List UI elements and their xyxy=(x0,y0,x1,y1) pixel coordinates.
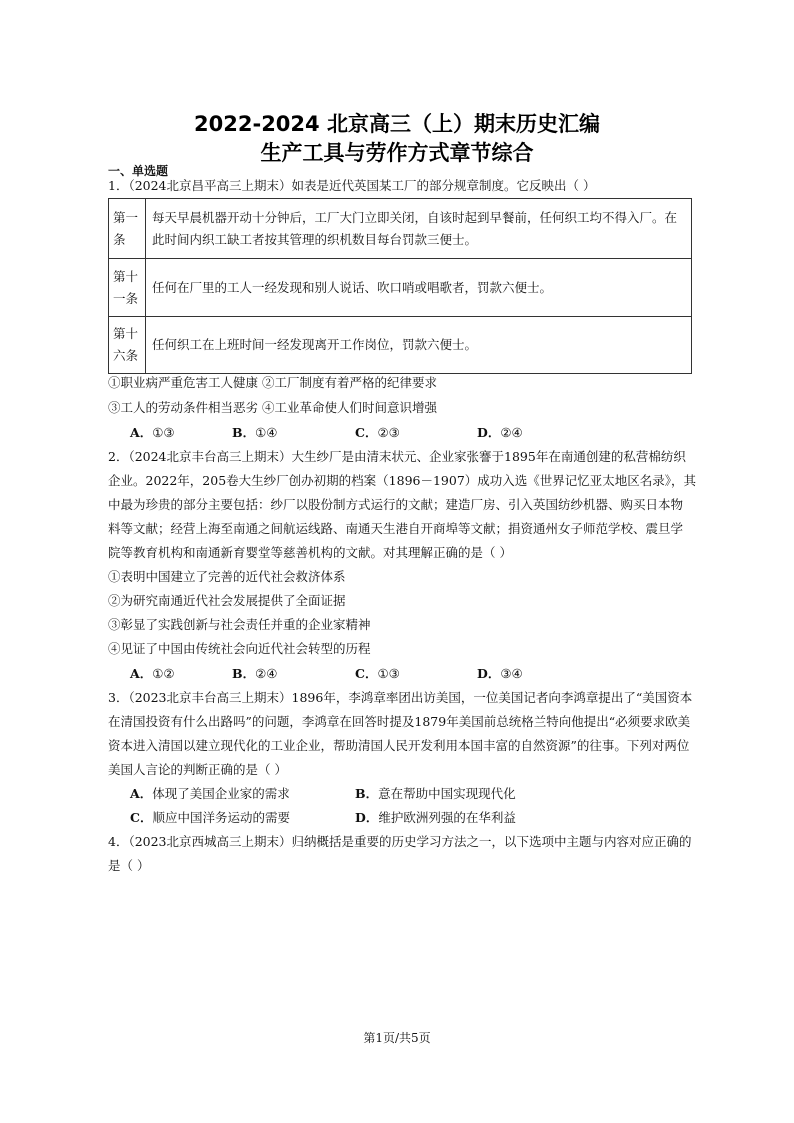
option-letter: D． xyxy=(477,425,501,440)
option-letter: D． xyxy=(355,810,379,825)
option-letter: A． xyxy=(130,425,153,440)
rule-key-line: 第十 xyxy=(113,268,139,284)
option[interactable] xyxy=(130,666,175,682)
option-text: ③④ xyxy=(500,666,523,681)
option[interactable] xyxy=(232,666,278,682)
q2-line: 2．（2024北京丰台高三上期末）大生纱厂是由清末状元、企业家张謇于1895年在南通创建的私营棉纺织 xyxy=(108,449,686,464)
option-text: 顺应中国洋务运动的需要 xyxy=(152,810,290,825)
option[interactable] xyxy=(477,425,523,441)
option[interactable] xyxy=(355,666,400,682)
option-letter: C． xyxy=(355,425,378,440)
option-text: ②③ xyxy=(377,425,400,440)
option-text: 体现了美国企业家的需求 xyxy=(152,786,290,801)
rule-text xyxy=(146,317,692,374)
option-letter: B． xyxy=(232,425,256,440)
option-letter: C． xyxy=(130,810,153,825)
q2-statement: ①表明中国建立了完善的近代社会救济体系 xyxy=(108,569,346,584)
rule-text-line: 任何在厂里的工人一经发现和别人说话、吹口哨或唱歌者，罚款六便士。 xyxy=(152,279,553,295)
q2-line: 院等教育机构和南通新育婴堂等慈善机构的文献。对其理解正确的是（ ） xyxy=(108,545,512,560)
q2-statement: ③彰显了实践创新与社会责任并重的企业家精神 xyxy=(108,617,371,632)
q2-statement: ②为研究南通近代社会发展提供了全面证据 xyxy=(108,593,346,608)
option[interactable] xyxy=(130,425,175,441)
rule-key xyxy=(109,317,146,374)
rule-text-line: 任何织工在上班时间一经发现离开工作岗位，罚款六便士。 xyxy=(152,337,478,352)
option[interactable] xyxy=(477,666,523,682)
rule-text xyxy=(146,259,692,317)
rule-key-line: 条 xyxy=(113,231,126,247)
option-text: ①③ xyxy=(377,666,400,681)
page-number: 第1页/共5页 xyxy=(363,1031,431,1045)
q2-statement: ④见证了中国由传统社会向近代社会转型的历程 xyxy=(108,641,371,656)
option-letter: D． xyxy=(477,666,501,681)
q2-line: 中最为珍贵的部分主要包括：纱厂以股份制方式运行的文献；建造厂房、引入英国纺纱机器、购买日本物 xyxy=(108,497,684,512)
q1-statement: ①职业病严重危害工人健康 ②工厂制度有着严格的纪律要求 xyxy=(108,375,437,390)
rule-text-line: 此时间内织工缺工者按其管理的织机数目每台罚款三便士。 xyxy=(152,231,478,247)
rule-key-line: 第十 xyxy=(113,326,139,341)
rule-text-line: 每天早晨机器开动十分钟后，工厂大门立即关闭，自该时起到早餐前，任何织工均不得入厂。在 xyxy=(152,209,678,225)
option[interactable] xyxy=(355,786,516,802)
option-text: ①② xyxy=(152,666,175,681)
section-label: 一、单选题 xyxy=(108,164,169,178)
q3-line: 3．（2023北京丰台高三上期末）1896年，李鸿章率团出访美国，一位美国记者向李鸿章提出了“美国资本 xyxy=(108,690,693,705)
option-text: ①④ xyxy=(255,425,278,440)
rules-table xyxy=(108,198,692,374)
option-text: ①③ xyxy=(152,425,175,440)
option[interactable] xyxy=(130,786,290,802)
q4-line: 4．（2023北京西城高三上期末）归纳概括是重要的历史学习方法之一，以下选项中主题与内容对应正确的 xyxy=(108,834,692,849)
rule-key-line: 六条 xyxy=(113,348,139,363)
rule-key-line: 第一 xyxy=(113,209,139,225)
page-title-line2: 生产工具与劳作方式章节综合 xyxy=(260,141,534,165)
q3-line: 资本进入清国以建立现代化的工业企业，帮助清国人民开发利用本国丰富的自然资源”的往事。下列对两位 xyxy=(108,738,690,753)
option-text: ②④ xyxy=(255,666,278,681)
table-row xyxy=(109,317,692,374)
q2-line: 料等文献；经营上海至南通之间航运线路、南通天生港自开商埠等文献；捐资通州女子师范学校、震旦学 xyxy=(108,521,684,536)
option-letter: A． xyxy=(130,666,153,681)
table-row xyxy=(109,199,692,259)
option-text: 维护欧洲列强的在华利益 xyxy=(378,810,516,825)
q3-line: 在清国投资有什么出路吗”的问题，李鸿章在回答时提及1879年美国前总统格兰特向他提出“必须要求欧美 xyxy=(108,714,691,729)
q3-line: 美国人言论的判断正确的是（ ） xyxy=(108,762,287,777)
rule-key xyxy=(109,199,146,259)
option-letter: B． xyxy=(355,786,379,801)
option-text: ②④ xyxy=(500,425,523,440)
option-letter: A． xyxy=(130,786,153,801)
q2-line: 企业。2022年，205卷大生纱厂创办初期的档案（1896－1907）成功入选《世界记忆亚太地区名录》，其 xyxy=(108,473,697,488)
q1-stem: 1．（2024北京昌平高三上期末）如表是近代英国某工厂的部分规章制度。它反映出（ ） xyxy=(108,178,596,193)
q1-statement: ③工人的劳动条件相当恶劣 ④工业革命使人们时间意识增强 xyxy=(108,400,437,415)
option[interactable] xyxy=(130,810,290,826)
rule-text xyxy=(146,199,692,259)
option[interactable] xyxy=(355,425,400,441)
option-letter: C． xyxy=(355,666,378,681)
option-text: 意在帮助中国实现现代化 xyxy=(378,786,516,801)
page-title-line1: 2022-2024 北京高三（上）期末历史汇编 xyxy=(194,112,600,136)
option[interactable] xyxy=(232,425,278,441)
rule-key-line: 一条 xyxy=(113,290,139,306)
option[interactable] xyxy=(355,810,516,826)
q4-line: 是（ ） xyxy=(108,858,150,873)
table-row xyxy=(109,259,692,317)
option-letter: B． xyxy=(232,666,256,681)
rule-key xyxy=(109,259,146,317)
